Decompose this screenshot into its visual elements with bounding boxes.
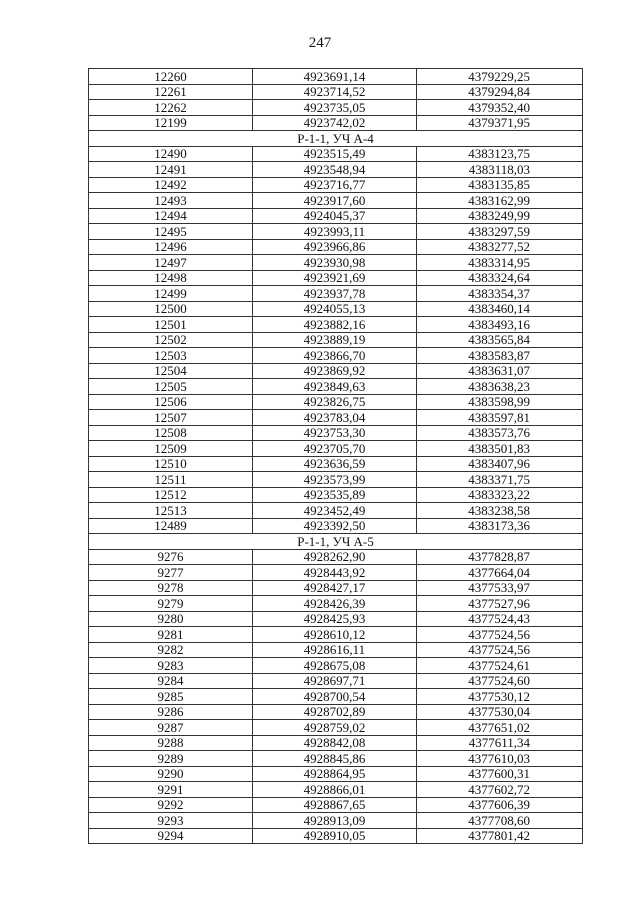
table-row xyxy=(89,162,583,178)
table-row xyxy=(89,813,583,829)
point-id-cell: 12496 xyxy=(89,239,253,255)
table-row xyxy=(89,735,583,751)
y-coordinate-cell: 4377611,34 xyxy=(417,735,583,751)
table-row xyxy=(89,255,583,271)
point-id-cell: 12503 xyxy=(89,348,253,364)
x-coordinate-cell: 4923535,89 xyxy=(253,487,417,503)
x-coordinate-cell: 4924055,13 xyxy=(253,301,417,317)
x-coordinate-cell: 4923392,50 xyxy=(253,518,417,534)
table-row xyxy=(89,348,583,364)
table-row xyxy=(89,565,583,581)
table-row xyxy=(89,317,583,333)
section-label: Р-1-1, УЧ А-4 xyxy=(89,131,583,147)
table-row xyxy=(89,642,583,658)
x-coordinate-cell: 4923691,14 xyxy=(253,69,417,85)
point-id-cell: 9284 xyxy=(89,673,253,689)
x-coordinate-cell: 4923882,16 xyxy=(253,317,417,333)
x-coordinate-cell: 4923921,69 xyxy=(253,270,417,286)
point-id-cell: 12199 xyxy=(89,115,253,131)
table-row xyxy=(89,828,583,844)
point-id-cell: 9280 xyxy=(89,611,253,627)
x-coordinate-cell: 4923869,92 xyxy=(253,363,417,379)
point-id-cell: 12499 xyxy=(89,286,253,302)
point-id-cell: 9281 xyxy=(89,627,253,643)
section-header-row xyxy=(89,131,583,147)
point-id-cell: 9278 xyxy=(89,580,253,596)
y-coordinate-cell: 4383597,81 xyxy=(417,410,583,426)
table-row xyxy=(89,704,583,720)
table-row xyxy=(89,596,583,612)
y-coordinate-cell: 4377610,03 xyxy=(417,751,583,767)
table-row xyxy=(89,689,583,705)
x-coordinate-cell: 4923705,70 xyxy=(253,441,417,457)
x-coordinate-cell: 4923714,52 xyxy=(253,84,417,100)
table-row xyxy=(89,456,583,472)
table-row xyxy=(89,410,583,426)
point-id-cell: 12509 xyxy=(89,441,253,457)
table-row xyxy=(89,270,583,286)
y-coordinate-cell: 4383598,99 xyxy=(417,394,583,410)
x-coordinate-cell: 4923716,77 xyxy=(253,177,417,193)
table-row xyxy=(89,503,583,519)
y-coordinate-cell: 4383249,99 xyxy=(417,208,583,224)
table-row xyxy=(89,286,583,302)
y-coordinate-cell: 4377664,04 xyxy=(417,565,583,581)
table-row xyxy=(89,363,583,379)
table-row xyxy=(89,100,583,116)
point-id-cell: 12498 xyxy=(89,270,253,286)
x-coordinate-cell: 4928866,01 xyxy=(253,782,417,798)
x-coordinate-cell: 4923937,78 xyxy=(253,286,417,302)
point-id-cell: 9287 xyxy=(89,720,253,736)
x-coordinate-cell: 4928867,65 xyxy=(253,797,417,813)
y-coordinate-cell: 4383573,76 xyxy=(417,425,583,441)
y-coordinate-cell: 4377524,56 xyxy=(417,642,583,658)
y-coordinate-cell: 4383162,99 xyxy=(417,193,583,209)
point-id-cell: 12489 xyxy=(89,518,253,534)
x-coordinate-cell: 4923735,05 xyxy=(253,100,417,116)
point-id-cell: 12502 xyxy=(89,332,253,348)
point-id-cell: 12504 xyxy=(89,363,253,379)
y-coordinate-cell: 4377524,61 xyxy=(417,658,583,674)
y-coordinate-cell: 4377530,12 xyxy=(417,689,583,705)
x-coordinate-cell: 4928845,86 xyxy=(253,751,417,767)
table-row xyxy=(89,115,583,131)
table-row xyxy=(89,518,583,534)
y-coordinate-cell: 4383314,95 xyxy=(417,255,583,271)
y-coordinate-cell: 4377527,96 xyxy=(417,596,583,612)
table-row xyxy=(89,782,583,798)
x-coordinate-cell: 4923753,30 xyxy=(253,425,417,441)
point-id-cell: 9288 xyxy=(89,735,253,751)
table-row xyxy=(89,208,583,224)
y-coordinate-cell: 4383135,85 xyxy=(417,177,583,193)
y-coordinate-cell: 4379229,25 xyxy=(417,69,583,85)
table-row xyxy=(89,332,583,348)
y-coordinate-cell: 4383118,03 xyxy=(417,162,583,178)
point-id-cell: 9292 xyxy=(89,797,253,813)
y-coordinate-cell: 4383631,07 xyxy=(417,363,583,379)
x-coordinate-cell: 4928426,39 xyxy=(253,596,417,612)
point-id-cell: 12505 xyxy=(89,379,253,395)
point-id-cell: 12261 xyxy=(89,84,253,100)
x-coordinate-cell: 4928427,17 xyxy=(253,580,417,596)
table-row xyxy=(89,379,583,395)
y-coordinate-cell: 4379352,40 xyxy=(417,100,583,116)
y-coordinate-cell: 4383354,37 xyxy=(417,286,583,302)
x-coordinate-cell: 4923742,02 xyxy=(253,115,417,131)
x-coordinate-cell: 4928913,09 xyxy=(253,813,417,829)
x-coordinate-cell: 4928842,08 xyxy=(253,735,417,751)
x-coordinate-cell: 4923515,49 xyxy=(253,146,417,162)
table-row xyxy=(89,146,583,162)
point-id-cell: 12495 xyxy=(89,224,253,240)
table-row xyxy=(89,84,583,100)
table-row xyxy=(89,751,583,767)
x-coordinate-cell: 4923636,59 xyxy=(253,456,417,472)
x-coordinate-cell: 4923573,99 xyxy=(253,472,417,488)
point-id-cell: 12510 xyxy=(89,456,253,472)
table-row xyxy=(89,441,583,457)
point-id-cell: 12508 xyxy=(89,425,253,441)
x-coordinate-cell: 4923930,98 xyxy=(253,255,417,271)
x-coordinate-cell: 4928864,95 xyxy=(253,766,417,782)
table-row xyxy=(89,193,583,209)
point-id-cell: 9290 xyxy=(89,766,253,782)
x-coordinate-cell: 4923966,86 xyxy=(253,239,417,255)
point-id-cell: 9285 xyxy=(89,689,253,705)
x-coordinate-cell: 4928262,90 xyxy=(253,549,417,565)
point-id-cell: 12511 xyxy=(89,472,253,488)
point-id-cell: 9293 xyxy=(89,813,253,829)
x-coordinate-cell: 4928697,71 xyxy=(253,673,417,689)
coordinates-table xyxy=(88,68,583,844)
point-id-cell: 12493 xyxy=(89,193,253,209)
x-coordinate-cell: 4928443,92 xyxy=(253,565,417,581)
x-coordinate-cell: 4923849,63 xyxy=(253,379,417,395)
y-coordinate-cell: 4383501,83 xyxy=(417,441,583,457)
y-coordinate-cell: 4383297,59 xyxy=(417,224,583,240)
table-row xyxy=(89,472,583,488)
point-id-cell: 9286 xyxy=(89,704,253,720)
point-id-cell: 9291 xyxy=(89,782,253,798)
y-coordinate-cell: 4383277,52 xyxy=(417,239,583,255)
point-id-cell: 9276 xyxy=(89,549,253,565)
point-id-cell: 9277 xyxy=(89,565,253,581)
y-coordinate-cell: 4383371,75 xyxy=(417,472,583,488)
table-row xyxy=(89,394,583,410)
x-coordinate-cell: 4928425,93 xyxy=(253,611,417,627)
point-id-cell: 12506 xyxy=(89,394,253,410)
point-id-cell: 12512 xyxy=(89,487,253,503)
x-coordinate-cell: 4923452,49 xyxy=(253,503,417,519)
point-id-cell: 12491 xyxy=(89,162,253,178)
y-coordinate-cell: 4377708,60 xyxy=(417,813,583,829)
table-row xyxy=(89,611,583,627)
table-row xyxy=(89,487,583,503)
table-row xyxy=(89,658,583,674)
table-row xyxy=(89,224,583,240)
y-coordinate-cell: 4379371,95 xyxy=(417,115,583,131)
table-row xyxy=(89,301,583,317)
x-coordinate-cell: 4923826,75 xyxy=(253,394,417,410)
table-row xyxy=(89,69,583,85)
y-coordinate-cell: 4377524,56 xyxy=(417,627,583,643)
y-coordinate-cell: 4377801,42 xyxy=(417,828,583,844)
y-coordinate-cell: 4377524,43 xyxy=(417,611,583,627)
x-coordinate-cell: 4928759,02 xyxy=(253,720,417,736)
table-row xyxy=(89,797,583,813)
point-id-cell: 12501 xyxy=(89,317,253,333)
y-coordinate-cell: 4383324,64 xyxy=(417,270,583,286)
y-coordinate-cell: 4377600,31 xyxy=(417,766,583,782)
y-coordinate-cell: 4377606,39 xyxy=(417,797,583,813)
point-id-cell: 9282 xyxy=(89,642,253,658)
y-coordinate-cell: 4383460,14 xyxy=(417,301,583,317)
table-row xyxy=(89,239,583,255)
y-coordinate-cell: 4377828,87 xyxy=(417,549,583,565)
y-coordinate-cell: 4383173,36 xyxy=(417,518,583,534)
point-id-cell: 12262 xyxy=(89,100,253,116)
x-coordinate-cell: 4928675,08 xyxy=(253,658,417,674)
y-coordinate-cell: 4383638,23 xyxy=(417,379,583,395)
x-coordinate-cell: 4928910,05 xyxy=(253,828,417,844)
x-coordinate-cell: 4924045,37 xyxy=(253,208,417,224)
x-coordinate-cell: 4923889,19 xyxy=(253,332,417,348)
point-id-cell: 9294 xyxy=(89,828,253,844)
x-coordinate-cell: 4923783,04 xyxy=(253,410,417,426)
y-coordinate-cell: 4383493,16 xyxy=(417,317,583,333)
x-coordinate-cell: 4928700,54 xyxy=(253,689,417,705)
page-number: 247 xyxy=(308,35,332,51)
x-coordinate-cell: 4928616,11 xyxy=(253,642,417,658)
point-id-cell: 12494 xyxy=(89,208,253,224)
point-id-cell: 12492 xyxy=(89,177,253,193)
y-coordinate-cell: 4383123,75 xyxy=(417,146,583,162)
y-coordinate-cell: 4383583,87 xyxy=(417,348,583,364)
y-coordinate-cell: 4383565,84 xyxy=(417,332,583,348)
y-coordinate-cell: 4377524,60 xyxy=(417,673,583,689)
y-coordinate-cell: 4383323,22 xyxy=(417,487,583,503)
x-coordinate-cell: 4928610,12 xyxy=(253,627,417,643)
y-coordinate-cell: 4377533,97 xyxy=(417,580,583,596)
x-coordinate-cell: 4923866,70 xyxy=(253,348,417,364)
x-coordinate-cell: 4928702,89 xyxy=(253,704,417,720)
point-id-cell: 12497 xyxy=(89,255,253,271)
table-row xyxy=(89,549,583,565)
section-header-row xyxy=(89,534,583,550)
coordinates-table-body xyxy=(89,69,583,844)
table-row xyxy=(89,627,583,643)
table-row xyxy=(89,673,583,689)
point-id-cell: 12513 xyxy=(89,503,253,519)
point-id-cell: 12260 xyxy=(89,69,253,85)
table-row xyxy=(89,580,583,596)
y-coordinate-cell: 4377602,72 xyxy=(417,782,583,798)
y-coordinate-cell: 4377530,04 xyxy=(417,704,583,720)
point-id-cell: 9279 xyxy=(89,596,253,612)
section-label: Р-1-1, УЧ А-5 xyxy=(89,534,583,550)
table-row xyxy=(89,177,583,193)
y-coordinate-cell: 4379294,84 xyxy=(417,84,583,100)
x-coordinate-cell: 4923917,60 xyxy=(253,193,417,209)
y-coordinate-cell: 4383238,58 xyxy=(417,503,583,519)
x-coordinate-cell: 4923548,94 xyxy=(253,162,417,178)
y-coordinate-cell: 4383407,96 xyxy=(417,456,583,472)
y-coordinate-cell: 4377651,02 xyxy=(417,720,583,736)
x-coordinate-cell: 4923993,11 xyxy=(253,224,417,240)
table-row xyxy=(89,766,583,782)
point-id-cell: 9283 xyxy=(89,658,253,674)
point-id-cell: 12490 xyxy=(89,146,253,162)
table-row xyxy=(89,425,583,441)
point-id-cell: 12507 xyxy=(89,410,253,426)
table-row xyxy=(89,720,583,736)
point-id-cell: 9289 xyxy=(89,751,253,767)
point-id-cell: 12500 xyxy=(89,301,253,317)
